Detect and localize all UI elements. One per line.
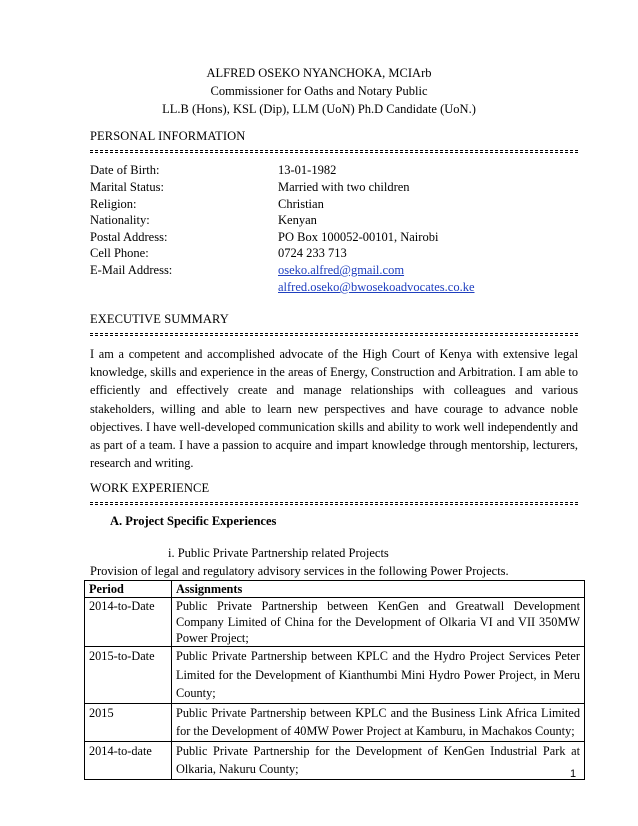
section-divider: [90, 333, 578, 336]
info-row-nationality: [90, 212, 578, 228]
info-label: Date of Birth:: [90, 163, 160, 177]
info-label: Postal Address:: [90, 230, 168, 244]
info-row-email: [90, 262, 578, 278]
info-row-postal: [90, 229, 578, 245]
cv-qualifications: LL.B (Hons), KSL (Dip), LLM (UoN) Ph.D Candidate (UoN.): [162, 102, 476, 116]
cv-role: Commissioner for Oaths and Notary Public: [210, 84, 428, 98]
table-header-row: [85, 581, 585, 598]
executive-summary-heading: EXECUTIVE SUMMARY: [90, 312, 229, 326]
info-label: Marital Status:: [90, 180, 164, 194]
section-divider: [90, 502, 578, 505]
info-row-dob: [90, 162, 578, 178]
email-link-secondary[interactable]: alfred.oseko@bwosekoadvocates.co.ke: [278, 280, 475, 294]
column-header-assignments: Assignments: [172, 581, 585, 598]
assignment-cell: Public Private Partnership between KenGen and Greatwall Development Company Limited of China for the Development of Olkaria VI and VII 350MW Power Project;: [172, 598, 585, 647]
info-label: Cell Phone:: [90, 246, 149, 260]
info-value: Christian: [278, 197, 324, 211]
page-number: 1: [570, 768, 577, 780]
assignments-table: [84, 580, 585, 780]
period-cell: 2015: [85, 703, 172, 741]
info-row-email2: [90, 279, 578, 295]
email-link[interactable]: oseko.alfred@gmail.com: [278, 263, 405, 277]
period-cell: 2014-to-date: [85, 741, 172, 779]
info-value: Kenyan: [278, 213, 317, 227]
personal-info-heading: PERSONAL INFORMATION: [90, 129, 246, 143]
info-label: Religion:: [90, 197, 137, 211]
work-experience-heading: WORK EXPERIENCE: [90, 481, 210, 495]
subsection-heading: A. Project Specific Experiences: [110, 514, 277, 528]
assignment-cell: Public Private Partnership between KPLC and the Hydro Project Services Peter Limited for the Development of Kianthumbi Mini Hydro Power Project, in Meru County;: [172, 647, 585, 704]
cv-name: ALFRED OSEKO NYANCHOKA, MCIArb: [206, 66, 432, 80]
info-label: E-Mail Address:: [90, 263, 173, 277]
info-row-religion: [90, 196, 578, 212]
info-value: PO Box 100052-00101, Nairobi: [278, 230, 439, 244]
assignment-cell: Public Private Partnership between KPLC and the Business Link Africa Limited for the Development of 40MW Power Project at Kamburu, in Machakos County;: [172, 703, 585, 741]
assignment-cell: Public Private Partnership for the Development of KenGen Industrial Park at Olkaria, Nakuru County;: [172, 741, 585, 779]
provision-text: Provision of legal and regulatory advisory services in the following Power Projects.: [90, 564, 509, 578]
info-row-marital: [90, 179, 578, 195]
period-cell: 2015-to-Date: [85, 647, 172, 704]
table-row: [85, 598, 585, 647]
period-cell: 2014-to-Date: [85, 598, 172, 647]
table-row: [85, 703, 585, 741]
executive-summary-text: I am a competent and accomplished advocate of the High Court of Kenya with extensive legal knowledge, skills and experience in the areas of Energy, Construction and Arbitration. I am able to efficiently and effectively create and manage relationships with colleagues and various stakeholders, willing and able to learn new perspectives and have courage to advance noble objectives. I have well-developed communication skills and ability to work well independently and as part of a team. I have a passion to acquire and impart knowledge through mentorship, lecturers, research and writing.: [90, 347, 578, 471]
info-value: 0724 233 713: [278, 246, 347, 260]
section-divider: [90, 150, 578, 153]
column-header-period: Period: [85, 581, 172, 598]
info-label: Nationality:: [90, 213, 150, 227]
info-value: 13-01-1982: [278, 163, 337, 177]
info-value: Married with two children: [278, 180, 410, 194]
info-row-phone: [90, 245, 578, 261]
table-row: [85, 647, 585, 704]
table-row: [85, 741, 585, 779]
subsection-item: i. Public Private Partnership related Projects: [168, 546, 389, 560]
